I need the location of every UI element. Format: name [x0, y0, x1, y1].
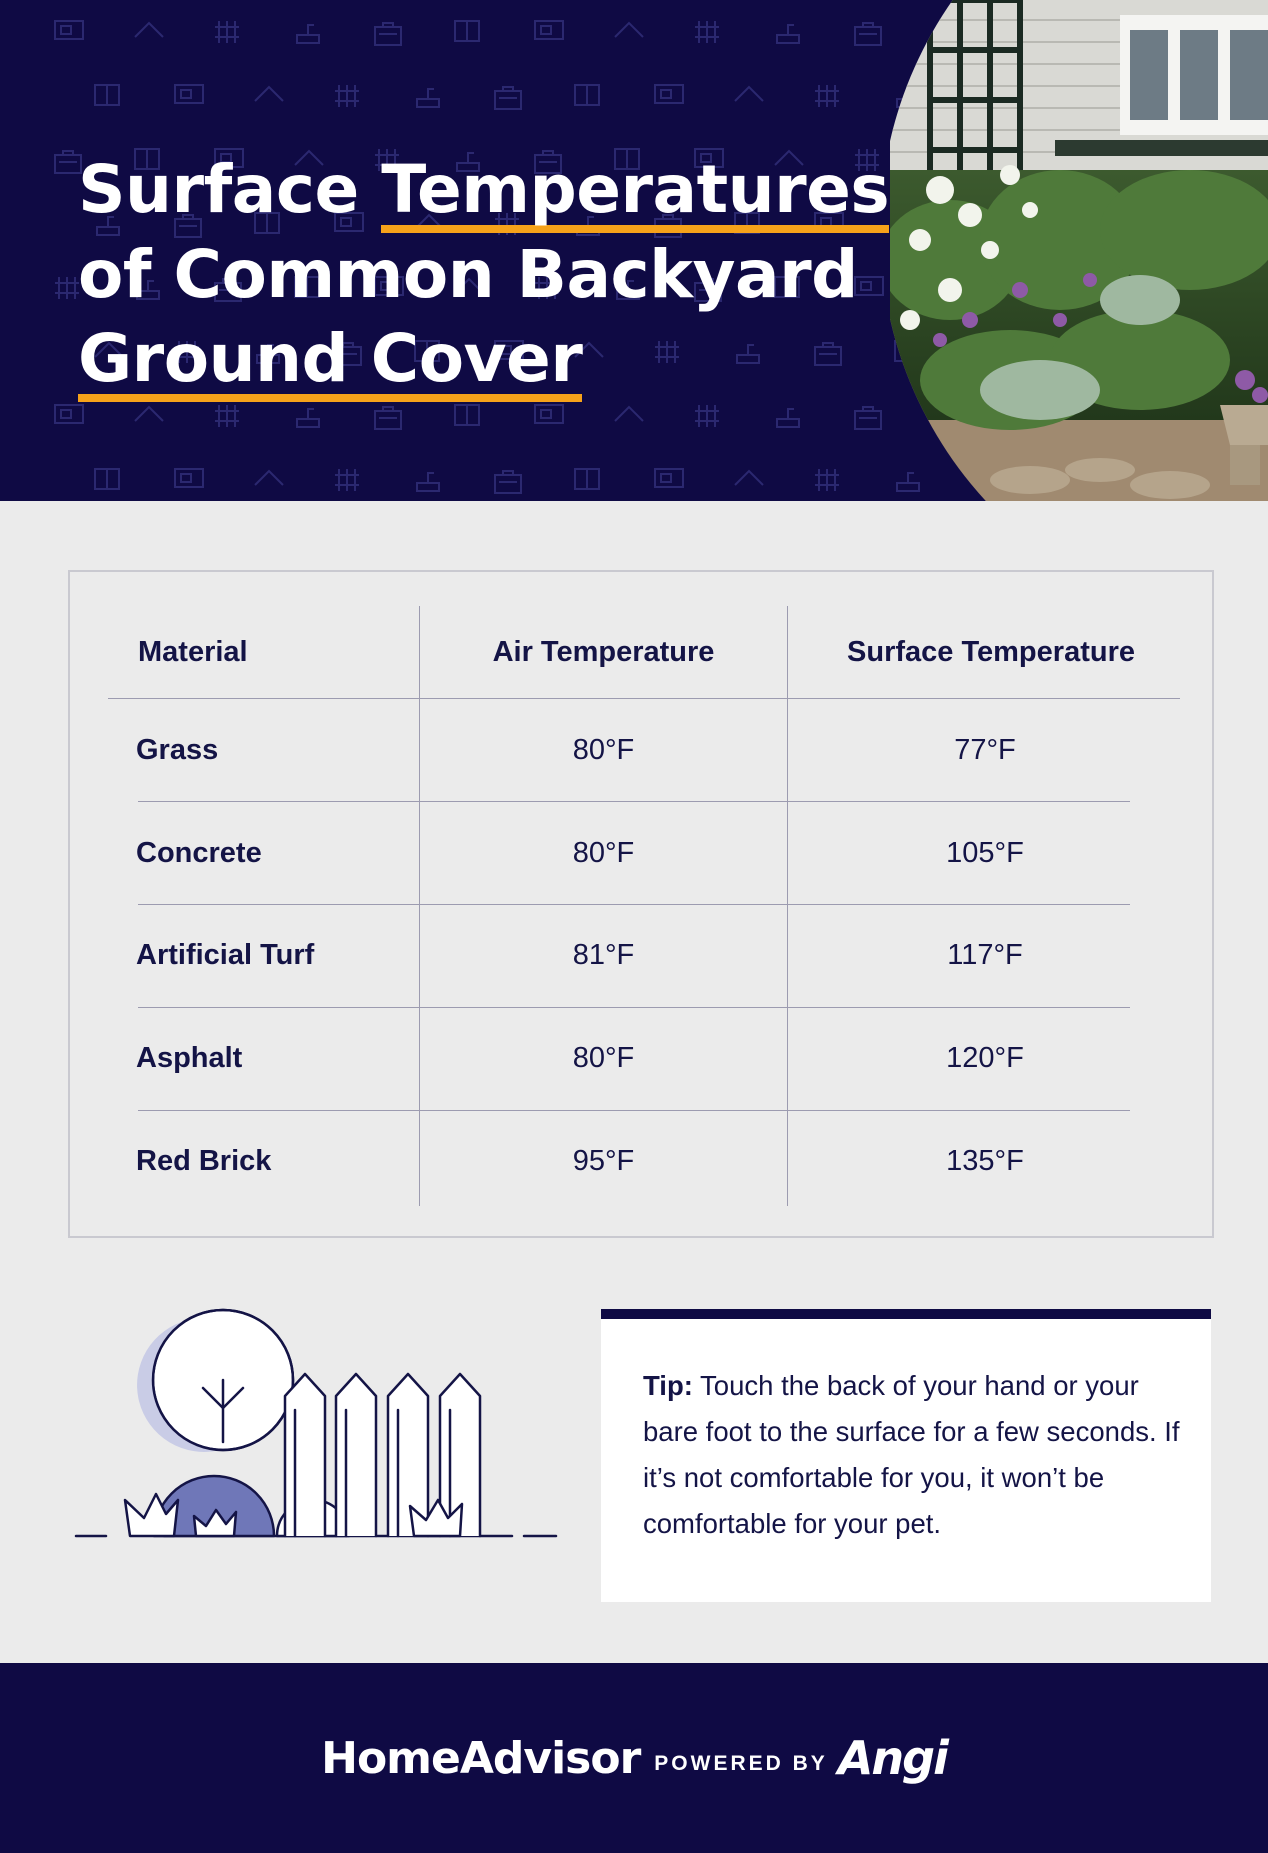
tree-fence-illustration — [70, 1300, 570, 1560]
pattern-icon — [297, 409, 319, 427]
pattern-icon — [335, 469, 359, 491]
header-material: Material — [138, 635, 248, 668]
pattern-icon — [777, 25, 799, 43]
pattern-icon — [735, 471, 763, 485]
table-row-material: Artificial Turf — [136, 938, 315, 971]
header-surface-temperature: Surface Temperature — [847, 635, 1135, 668]
pattern-icon — [255, 87, 283, 101]
brand-logo — [0, 1663, 1268, 1853]
pattern-icon — [175, 469, 203, 487]
header-air-temperature: Air Temperature — [492, 635, 715, 668]
garden-photo — [890, 0, 1268, 501]
table-row-surface: 77°F — [954, 733, 1016, 766]
table-row-material: Grass — [136, 733, 219, 766]
pattern-icon — [375, 407, 401, 429]
table-row-material: Asphalt — [136, 1041, 243, 1074]
pattern-icon — [615, 407, 643, 421]
table-row-surface: 135°F — [946, 1144, 1024, 1177]
page-title — [78, 148, 898, 402]
pattern-icon — [735, 87, 763, 101]
header-banner — [0, 0, 1268, 501]
pattern-icon — [495, 471, 521, 493]
tip-label: Tip: — [643, 1370, 693, 1401]
pattern-icon — [135, 23, 163, 37]
pattern-icon — [95, 469, 119, 489]
tip-text — [643, 1363, 1183, 1547]
pattern-icon — [55, 277, 79, 299]
table-row-air: 81°F — [572, 938, 635, 971]
table-row-material: Concrete — [136, 836, 262, 869]
pattern-icon — [535, 405, 563, 423]
pattern-icon — [135, 407, 163, 421]
table-row-air: 80°F — [572, 836, 635, 869]
pattern-icon — [417, 473, 439, 491]
pattern-icon — [255, 471, 283, 485]
powered-by-label: POWERED BY — [654, 1752, 828, 1775]
pattern-icon — [855, 23, 881, 45]
pattern-icon — [655, 469, 683, 487]
pattern-icon — [455, 21, 479, 41]
pattern-icon — [695, 405, 719, 427]
pattern-icon — [455, 405, 479, 425]
pattern-icon — [215, 21, 239, 43]
title-highlight-temperatures: Temperatures — [381, 155, 889, 233]
table-row-air: 80°F — [572, 733, 635, 766]
pattern-icon — [175, 85, 203, 103]
table-row-surface: 120°F — [946, 1041, 1024, 1074]
pattern-icon — [655, 85, 683, 103]
pattern-icon — [95, 85, 119, 105]
homeadvisor-logo: HomeAdvisor — [321, 1732, 641, 1784]
pattern-icon — [375, 23, 401, 45]
tip-body: Touch the back of your hand or your bare foot to the surface for a few seconds. If it’s not comfortable for you, it won’t be comfortable for your pet. — [643, 1370, 1180, 1539]
pattern-icon — [215, 405, 239, 427]
title-part1: Surface — [78, 151, 382, 228]
pattern-icon — [855, 407, 881, 429]
angi-logo: Angi — [837, 1731, 947, 1785]
pattern-icon — [815, 469, 839, 491]
pattern-icon — [335, 85, 359, 107]
table-row-material: Red Brick — [136, 1144, 272, 1177]
pattern-icon — [575, 469, 599, 489]
title-part2: of Common Backyard — [78, 236, 858, 313]
pattern-icon — [417, 89, 439, 107]
table-row-surface: 105°F — [946, 836, 1024, 869]
table-row-air: 80°F — [572, 1041, 635, 1074]
pattern-icon — [615, 23, 643, 37]
table-row-surface: 117°F — [947, 938, 1023, 971]
pattern-icon — [55, 21, 83, 39]
pattern-icon — [535, 21, 563, 39]
pattern-icon — [495, 87, 521, 109]
pattern-icon — [695, 21, 719, 43]
tip-card — [601, 1309, 1211, 1602]
pattern-icon — [55, 405, 83, 423]
footer — [0, 1663, 1268, 1853]
temperature-table — [68, 570, 1214, 1238]
table-row-air: 95°F — [572, 1144, 635, 1177]
pattern-icon — [815, 85, 839, 107]
pattern-icon — [777, 409, 799, 427]
pattern-icon — [297, 25, 319, 43]
title-highlight-ground-cover: Ground Cover — [78, 324, 582, 402]
pattern-icon — [575, 85, 599, 105]
